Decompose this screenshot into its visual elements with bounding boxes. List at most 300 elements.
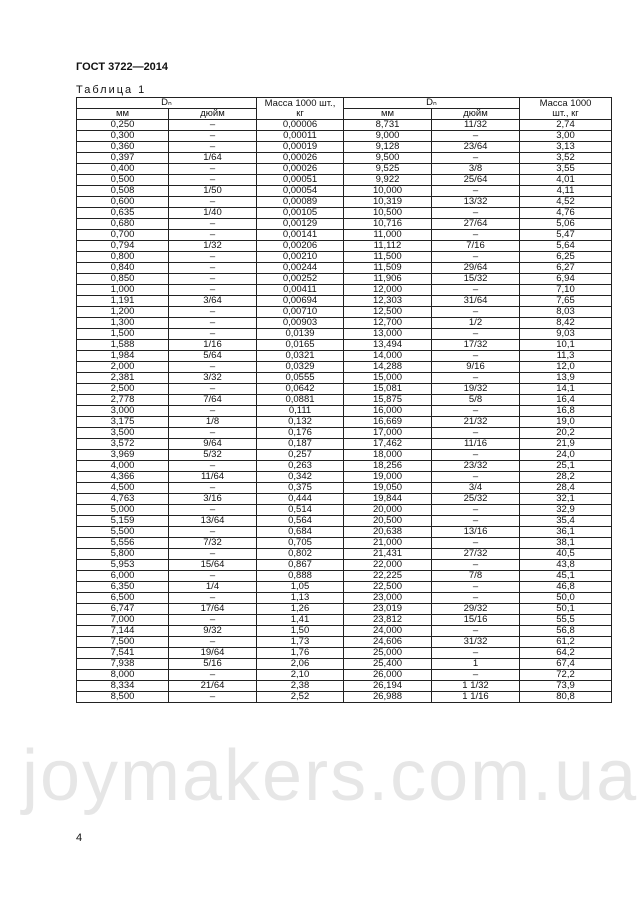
header-mass-left-line2: кг [296,107,304,119]
cell-mass-right: 7,10 [520,285,612,296]
cell-inch-right: – [432,373,520,384]
cell-mm-right: 12,000 [344,285,432,296]
header-mass-right-line2: шт., кг [552,107,579,119]
cell-mass-right: 16,8 [520,406,612,417]
table-row [77,219,612,230]
cell-mass-left: 0,00244 [257,263,344,274]
cell-mass-left: 1,73 [257,637,344,648]
cell-mass-left: 0,187 [257,439,344,450]
cell-mass-left: 0,00206 [257,241,344,252]
table-row [77,318,612,329]
table-row [77,582,612,593]
table-row [77,362,612,373]
cell-mass-left: 0,867 [257,560,344,571]
cell-mm-left: 7,541 [77,648,169,659]
header-mm-left: мм [77,109,169,120]
cell-inch-right: 9/16 [432,362,520,373]
table-row [77,648,612,659]
cell-mm-right: 14,288 [344,362,432,373]
cell-mm-left: 5,800 [77,549,169,560]
cell-inch-left: – [169,230,257,241]
cell-mass-right: 55,5 [520,615,612,626]
cell-mm-right: 23,812 [344,615,432,626]
cell-mass-right: 4,76 [520,208,612,219]
cell-inch-left: 7/64 [169,395,257,406]
header-mass-left [257,98,344,120]
cell-mass-right: 32,9 [520,505,612,516]
cell-mass-left: 0,564 [257,516,344,527]
cell-mass-left: 1,50 [257,626,344,637]
cell-mm-left: 0,397 [77,153,169,164]
cell-inch-left: 11/64 [169,472,257,483]
table-row [77,340,612,351]
cell-inch-left: – [169,692,257,703]
cell-inch-left: 1/8 [169,417,257,428]
cell-mass-left: 1,26 [257,604,344,615]
cell-inch-left: – [169,549,257,560]
table-row [77,692,612,703]
cell-mass-left: 0,00210 [257,252,344,263]
cell-mass-left: 0,00129 [257,219,344,230]
cell-mm-right: 21,000 [344,538,432,549]
table-row [77,307,612,318]
cell-mm-right: 16,669 [344,417,432,428]
cell-inch-right: 29/64 [432,263,520,274]
table-row [77,659,612,670]
cell-mass-left: 0,132 [257,417,344,428]
cell-mm-right: 15,875 [344,395,432,406]
cell-mm-left: 5,500 [77,527,169,538]
cell-inch-left: – [169,461,257,472]
cell-inch-right: – [432,428,520,439]
cell-mm-left: 0,500 [77,175,169,186]
cell-inch-left: – [169,318,257,329]
cell-mass-right: 12,0 [520,362,612,373]
cell-inch-right: 15/32 [432,274,520,285]
cell-mm-right: 9,922 [344,175,432,186]
cell-inch-left: 15/64 [169,560,257,571]
cell-inch-left: – [169,527,257,538]
cell-inch-left: – [169,131,257,142]
cell-mass-left: 0,0881 [257,395,344,406]
cell-inch-left: 19/64 [169,648,257,659]
table-row [77,670,612,681]
cell-mass-right: 20,2 [520,428,612,439]
cell-inch-left: – [169,571,257,582]
cell-inch-right: 15/16 [432,615,520,626]
cell-mass-left: 1,13 [257,593,344,604]
cell-mass-right: 43,8 [520,560,612,571]
cell-mass-right: 50,0 [520,593,612,604]
cell-mm-right: 12,303 [344,296,432,307]
cell-mass-left: 2,06 [257,659,344,670]
cell-mass-left: 0,375 [257,483,344,494]
cell-mm-left: 0,700 [77,230,169,241]
table-row [77,175,612,186]
cell-mass-left: 0,176 [257,428,344,439]
cell-mm-right: 11,500 [344,252,432,263]
cell-mm-left: 0,840 [77,263,169,274]
cell-mass-right: 6,27 [520,263,612,274]
cell-inch-left: – [169,285,257,296]
header-mass-right-line1: Масса 1000 [539,97,592,109]
cell-mm-right: 24,000 [344,626,432,637]
cell-inch-right: – [432,670,520,681]
cell-mm-right: 19,844 [344,494,432,505]
cell-inch-left: 1/4 [169,582,257,593]
table-row [77,560,612,571]
table-row [77,351,612,362]
cell-inch-left: – [169,406,257,417]
cell-inch-left: 1/50 [169,186,257,197]
cell-mm-left: 8,000 [77,670,169,681]
cell-mass-left: 0,00903 [257,318,344,329]
cell-mm-left: 8,334 [77,681,169,692]
cell-mm-right: 17,462 [344,439,432,450]
cell-mass-left: 0,0139 [257,329,344,340]
table-row [77,450,612,461]
cell-inch-right: 1 1/32 [432,681,520,692]
cell-mm-right: 14,000 [344,351,432,362]
cell-mass-right: 45,1 [520,571,612,582]
table-row [77,681,612,692]
cell-inch-right: – [432,538,520,549]
cell-mm-left: 5,953 [77,560,169,571]
cell-mass-right: 8,03 [520,307,612,318]
cell-mass-left: 0,684 [257,527,344,538]
cell-inch-left: – [169,274,257,285]
cell-mm-right: 9,500 [344,153,432,164]
cell-mass-left: 1,05 [257,582,344,593]
cell-mm-right: 20,000 [344,505,432,516]
cell-mm-right: 22,000 [344,560,432,571]
cell-mm-left: 7,938 [77,659,169,670]
cell-inch-right: – [432,208,520,219]
table-row [77,593,612,604]
table-row [77,395,612,406]
table-row [77,626,612,637]
cell-inch-left: 3/32 [169,373,257,384]
table-row [77,483,612,494]
cell-mass-left: 0,00141 [257,230,344,241]
cell-inch-right: 11/16 [432,439,520,450]
cell-inch-right: 19/32 [432,384,520,395]
cell-inch-right: 11/32 [432,120,520,131]
cell-mm-left: 1,300 [77,318,169,329]
document-title: ГОСТ 3722—2014 [76,61,169,73]
header-row-1 [77,98,612,109]
header-mass-right [520,98,612,120]
cell-mass-right: 35,4 [520,516,612,527]
cell-mass-right: 25,1 [520,461,612,472]
cell-inch-right: – [432,516,520,527]
cell-mm-right: 11,112 [344,241,432,252]
cell-inch-right: 27/64 [432,219,520,230]
cell-mass-left: 0,00710 [257,307,344,318]
cell-inch-left: 5/16 [169,659,257,670]
cell-inch-left: 3/16 [169,494,257,505]
cell-inch-right: – [432,406,520,417]
cell-mass-left: 0,444 [257,494,344,505]
cell-inch-right: 29/32 [432,604,520,615]
cell-mass-left: 0,257 [257,450,344,461]
table-row [77,516,612,527]
cell-inch-right: – [432,186,520,197]
cell-inch-right: – [432,450,520,461]
cell-inch-right: 31/32 [432,637,520,648]
cell-mass-right: 36,1 [520,527,612,538]
cell-mm-right: 11,509 [344,263,432,274]
cell-inch-right: – [432,307,520,318]
cell-mm-left: 4,500 [77,483,169,494]
cell-inch-left: 1/16 [169,340,257,351]
cell-inch-left: 1/32 [169,241,257,252]
cell-mm-right: 11,906 [344,274,432,285]
cell-inch-right: 31/64 [432,296,520,307]
cell-inch-left: 13/64 [169,516,257,527]
cell-inch-right: – [432,153,520,164]
cell-mass-left: 0,0642 [257,384,344,395]
cell-mass-right: 50,1 [520,604,612,615]
cell-mass-right: 3,55 [520,164,612,175]
cell-mm-right: 23,000 [344,593,432,604]
cell-mass-right: 3,00 [520,131,612,142]
cell-inch-right: 13/16 [432,527,520,538]
cell-mass-right: 16,4 [520,395,612,406]
cell-mass-left: 0,0321 [257,351,344,362]
cell-mass-left: 2,38 [257,681,344,692]
cell-mm-right: 26,194 [344,681,432,692]
cell-mass-right: 4,01 [520,175,612,186]
cell-mass-left: 0,00411 [257,285,344,296]
cell-mm-left: 1,000 [77,285,169,296]
cell-mass-right: 28,2 [520,472,612,483]
cell-mm-left: 6,000 [77,571,169,582]
cell-mass-right: 40,5 [520,549,612,560]
cell-inch-right: 7/8 [432,571,520,582]
cell-inch-right: – [432,351,520,362]
cell-mass-left: 0,0555 [257,373,344,384]
cell-inch-left: – [169,252,257,263]
cell-mass-right: 7,65 [520,296,612,307]
cell-mass-left: 0,111 [257,406,344,417]
header-mm-right: мм [344,109,432,120]
cell-mass-right: 13,9 [520,373,612,384]
cell-mm-right: 16,000 [344,406,432,417]
cell-mm-left: 0,250 [77,120,169,131]
watermark: joymakers.com.ua [22,736,639,816]
table-row [77,208,612,219]
cell-mm-left: 5,159 [77,516,169,527]
cell-inch-right: – [432,131,520,142]
cell-inch-right: 3/8 [432,164,520,175]
cell-mm-left: 6,350 [77,582,169,593]
cell-mm-right: 12,700 [344,318,432,329]
cell-inch-right: 23/64 [432,142,520,153]
table-row [77,538,612,549]
cell-mass-left: 0,705 [257,538,344,549]
cell-inch-right: 1 1/16 [432,692,520,703]
cell-inch-left: – [169,120,257,131]
cell-mm-left: 7,144 [77,626,169,637]
cell-mass-right: 64,2 [520,648,612,659]
table-row [77,230,612,241]
cell-mm-left: 3,000 [77,406,169,417]
cell-mm-right: 17,000 [344,428,432,439]
cell-mass-left: 0,00026 [257,153,344,164]
cell-mass-right: 61,2 [520,637,612,648]
table-caption: Таблица 1 [76,84,147,96]
table-row [77,120,612,131]
cell-inch-right: 1/2 [432,318,520,329]
table-row [77,505,612,516]
cell-mm-right: 15,000 [344,373,432,384]
table-body [77,120,612,703]
cell-inch-right: – [432,582,520,593]
cell-mm-left: 0,600 [77,197,169,208]
cell-mm-left: 0,635 [77,208,169,219]
cell-inch-right: 3/4 [432,483,520,494]
cell-inch-right: – [432,505,520,516]
cell-mm-right: 13,494 [344,340,432,351]
cell-inch-left: 1/64 [169,153,257,164]
cell-mm-left: 5,556 [77,538,169,549]
header-inch-right: дюйм [432,109,520,120]
cell-mass-right: 4,52 [520,197,612,208]
table-row [77,384,612,395]
cell-mass-left: 0,00105 [257,208,344,219]
table-row [77,263,612,274]
cell-mm-right: 18,256 [344,461,432,472]
cell-inch-left: – [169,637,257,648]
cell-mass-right: 73,9 [520,681,612,692]
cell-inch-right: – [432,285,520,296]
cell-mass-left: 0,00006 [257,120,344,131]
cell-mm-left: 6,500 [77,593,169,604]
cell-inch-right: 27/32 [432,549,520,560]
cell-mm-left: 2,000 [77,362,169,373]
cell-mm-left: 1,200 [77,307,169,318]
cell-inch-left: – [169,164,257,175]
cell-inch-right: 21/32 [432,417,520,428]
cell-mm-left: 2,778 [77,395,169,406]
cell-mass-left: 0,00694 [257,296,344,307]
header-inch-left: дюйм [169,109,257,120]
cell-inch-left: 1/40 [169,208,257,219]
cell-mm-left: 0,680 [77,219,169,230]
cell-mm-right: 15,081 [344,384,432,395]
cell-mass-right: 32,1 [520,494,612,505]
cell-mm-left: 4,366 [77,472,169,483]
table-row [77,494,612,505]
cell-inch-left: – [169,219,257,230]
header-mass-left-line1: Масса 1000 шт., [264,97,336,109]
cell-inch-left: – [169,142,257,153]
cell-mass-right: 3,13 [520,142,612,153]
cell-mass-right: 38,1 [520,538,612,549]
table-row [77,527,612,538]
cell-mass-left: 0,802 [257,549,344,560]
cell-mm-right: 26,000 [344,670,432,681]
cell-mm-left: 0,300 [77,131,169,142]
cell-inch-right: – [432,329,520,340]
cell-mass-right: 8,42 [520,318,612,329]
cell-inch-left: 9/32 [169,626,257,637]
table-row [77,472,612,483]
cell-inch-right: 13/32 [432,197,520,208]
cell-mm-left: 3,572 [77,439,169,450]
cell-mass-left: 0,00252 [257,274,344,285]
header-d-right: Dₙ [344,98,520,109]
cell-mm-right: 25,000 [344,648,432,659]
cell-mm-right: 22,500 [344,582,432,593]
table-row [77,197,612,208]
cell-mm-left: 3,500 [77,428,169,439]
cell-mm-right: 19,050 [344,483,432,494]
cell-mm-left: 1,191 [77,296,169,307]
table-row [77,549,612,560]
cell-mm-left: 0,850 [77,274,169,285]
table-row [77,252,612,263]
cell-mass-right: 6,25 [520,252,612,263]
cell-mm-right: 23,019 [344,604,432,615]
cell-mm-left: 0,794 [77,241,169,252]
cell-inch-left: – [169,384,257,395]
cell-mass-right: 4,11 [520,186,612,197]
cell-mass-right: 72,2 [520,670,612,681]
table-row [77,428,612,439]
cell-inch-right: 17/32 [432,340,520,351]
cell-mass-left: 0,263 [257,461,344,472]
cell-mm-right: 20,500 [344,516,432,527]
cell-inch-left: – [169,505,257,516]
cell-inch-right: – [432,593,520,604]
dimensions-table [76,97,612,703]
table-row [77,615,612,626]
cell-mm-right: 19,000 [344,472,432,483]
cell-inch-right: – [432,252,520,263]
cell-inch-right: – [432,626,520,637]
table-row [77,274,612,285]
cell-mm-right: 22,225 [344,571,432,582]
cell-inch-left: – [169,670,257,681]
cell-mass-left: 0,00026 [257,164,344,175]
cell-mm-left: 1,984 [77,351,169,362]
cell-inch-right: 1 [432,659,520,670]
cell-mass-left: 1,76 [257,648,344,659]
cell-mass-right: 6,94 [520,274,612,285]
cell-mm-left: 1,588 [77,340,169,351]
cell-inch-left: 5/32 [169,450,257,461]
cell-mass-right: 19,0 [520,417,612,428]
cell-mm-left: 1,500 [77,329,169,340]
cell-mm-right: 21,431 [344,549,432,560]
table-row [77,637,612,648]
cell-mass-right: 5,06 [520,219,612,230]
table-row [77,296,612,307]
cell-inch-left: 7/32 [169,538,257,549]
cell-mass-left: 0,00019 [257,142,344,153]
cell-mm-right: 10,500 [344,208,432,219]
cell-inch-right: 25/64 [432,175,520,186]
cell-mm-right: 8,731 [344,120,432,131]
cell-mass-left: 0,00051 [257,175,344,186]
table-row [77,461,612,472]
cell-mass-right: 14,1 [520,384,612,395]
cell-inch-right: – [432,230,520,241]
cell-mass-right: 10,1 [520,340,612,351]
cell-mass-right: 3,52 [520,153,612,164]
